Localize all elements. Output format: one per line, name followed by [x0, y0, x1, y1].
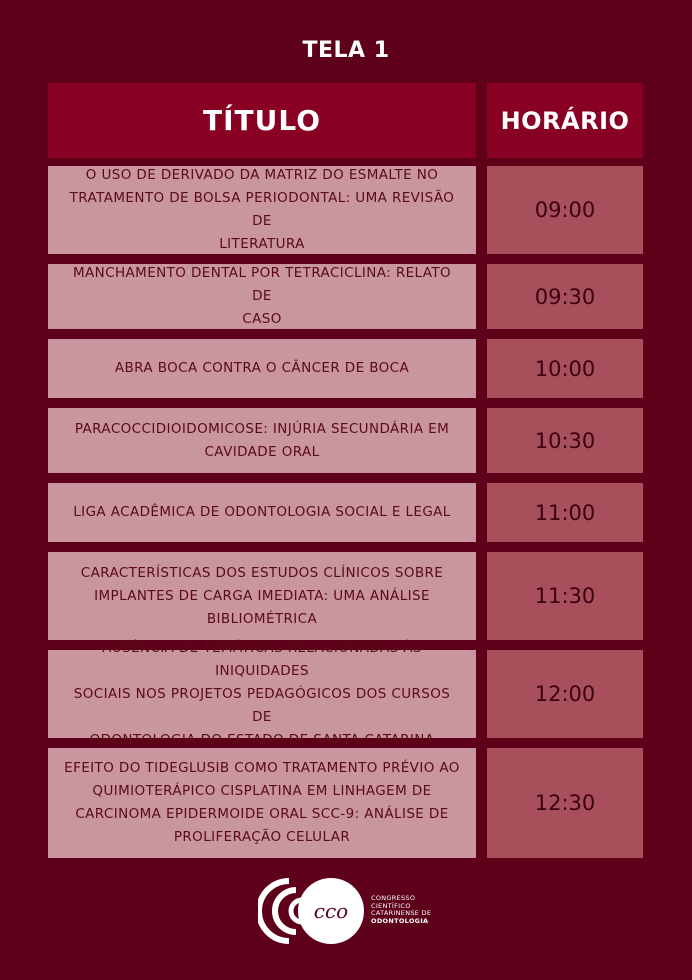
logo-wordmark	[371, 895, 431, 925]
time-cell: 10:30	[487, 408, 643, 473]
logo-line: CIENTÍFICO	[371, 901, 411, 910]
talk-title: AUSÊNCIA DE TEMÁTICAS RELACIONADAS ÀS INIQUIDADES SOCIAIS NOS PROJETOS PEDAGÓGICOS DOS CURSOS DE ODONTOLOGIA DO ESTADO DE SANTA CATARINA	[73, 639, 451, 748]
time-cell: 09:30	[487, 264, 643, 329]
talk-title-cell	[48, 408, 476, 473]
schedule-row	[0, 639, 692, 748]
talk-title-cell	[48, 639, 476, 748]
talk-title: O USO DE DERIVADO DA MATRIZ DO ESMALTE NO TRATAMENTO DE BOLSA PERIODONTAL: UMA REVISÃO DE LITERATURA	[69, 167, 455, 252]
talk-title: MANCHAMENTO DENTAL POR TETRACICLINA: RELATO DE CASO	[72, 265, 452, 327]
talk-title: ABRA BOCA CONTRA O CÂNCER DE BOCA	[114, 360, 410, 376]
talk-title: EFEITO DO TIDEGLUSIB COMO TRATAMENTO PRÉVIO AO QUIMIOTERÁPICO CISPLATINA EM LINHAGEM DE CARCINOMA EPIDERMOIDE ORAL SCC-9: ANÁLISE DE PROLIFERAÇÃO CELULAR	[64, 760, 460, 845]
talk-title: PARACOCCIDIOIDOMICOSE: INJÚRIA SECUNDÁRIA EM CAVIDADE ORAL	[74, 420, 450, 460]
talk-title-cell	[48, 483, 476, 542]
time-cell: 09:00	[487, 166, 643, 254]
schedule-row	[0, 166, 692, 254]
talk-title: LIGA ACADÊMICA DE ODONTOLOGIA SOCIAL E LEGAL	[73, 504, 451, 520]
talk-title-cell	[48, 264, 476, 329]
schedule-row	[0, 264, 692, 329]
schedule-row	[0, 552, 692, 640]
logo-line: CATARINENSE DE	[371, 909, 432, 918]
talk-title-cell	[48, 552, 476, 640]
talk-title-cell	[48, 748, 476, 858]
title-column-header: TÍTULO	[48, 83, 476, 158]
page-title: TELA 1	[302, 38, 390, 63]
logo-line: ODONTOLOGIA	[371, 916, 429, 925]
schedule-row	[0, 748, 692, 858]
time-cell: 12:30	[487, 748, 643, 858]
time-cell: 11:30	[487, 552, 643, 640]
congress-logo	[258, 876, 438, 946]
time-cell: 10:00	[487, 339, 643, 398]
time-cell: 12:00	[487, 650, 643, 738]
cco-logo-mark-icon	[258, 876, 370, 946]
schedule-row	[0, 339, 692, 398]
talk-title: CARACTERÍSTICAS DOS ESTUDOS CLÍNICOS SOBRE IMPLANTES DE CARGA IMEDIATA: UMA ANÁLISE BIBLIOMÉTRICA	[80, 564, 444, 627]
schedule-row	[0, 483, 692, 542]
schedule-row	[0, 408, 692, 473]
talk-title-cell	[48, 166, 476, 254]
talk-title-cell	[48, 339, 476, 398]
logo-line: CONGRESSO	[371, 894, 416, 902]
time-column-header: HORÁRIO	[487, 83, 643, 158]
logo-mark-text: cco	[313, 899, 349, 923]
time-cell: 11:00	[487, 483, 643, 542]
